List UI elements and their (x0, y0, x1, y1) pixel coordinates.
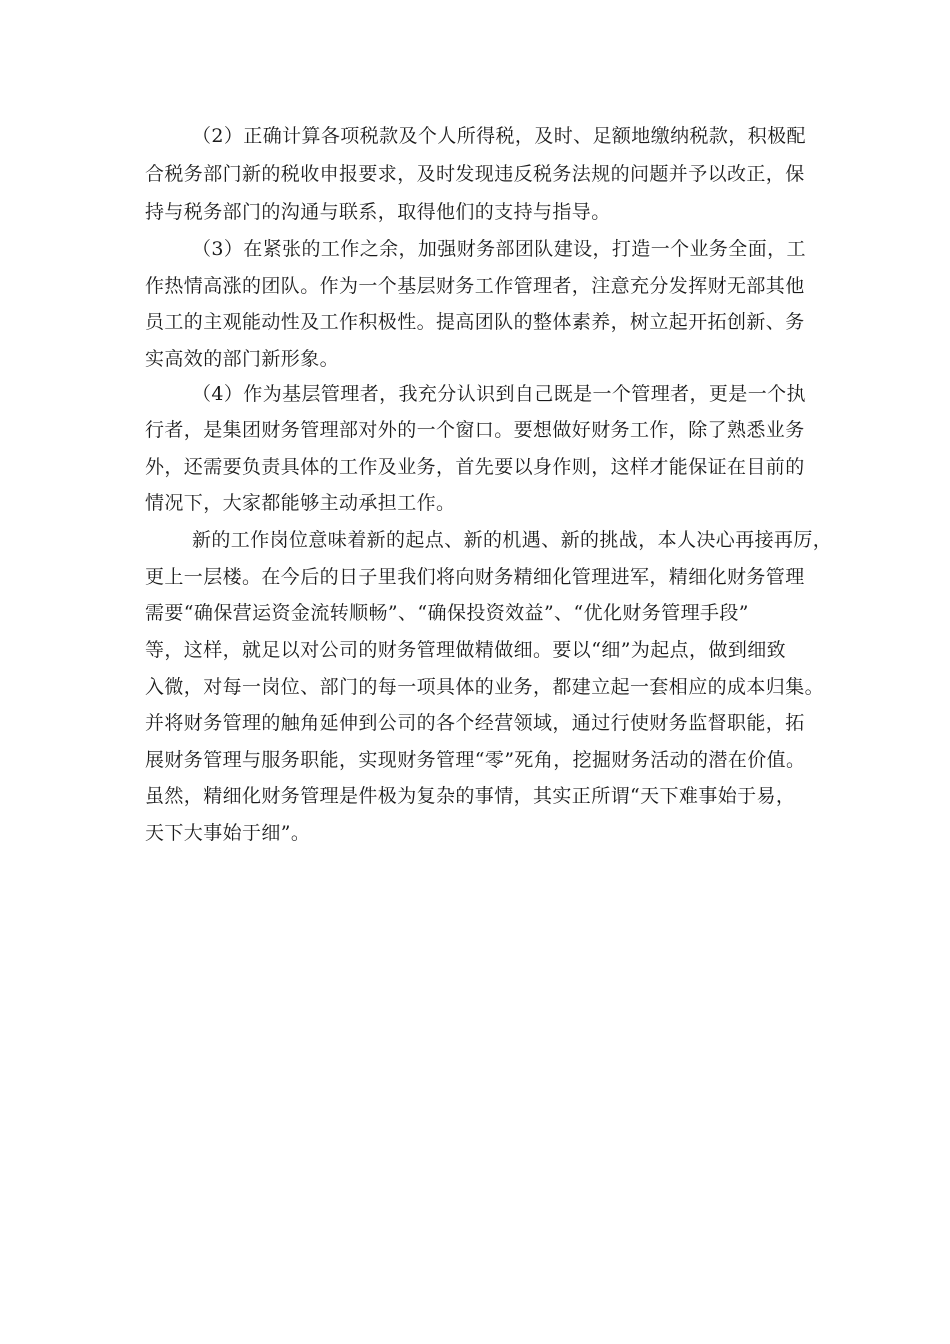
paragraph-3-line-1: （3）在紧张的工作之余，加强财务部团队建设，打造一个业务全面，工 (192, 238, 806, 260)
paragraph-5-line-8: 虽然，精细化财务管理是件极为复杂的事情，其实正所谓“天下难事始于易， (145, 785, 796, 807)
paragraph-5-line-7: 展财务管理与服务职能，实现财务管理“零”死角，挖掘财务活动的潜在价值。 (145, 749, 806, 771)
paragraph-4-line-3: 外，还需要负责具体的工作及业务，首先要以身作则，这样才能保证在目前的 (145, 456, 805, 478)
paragraph-5-line-3: 需要“确保营运资金流转顺畅”、“确保投资效益”、“优化财务管理手段” (145, 602, 749, 624)
paragraph-5-line-1: 新的工作岗位意味着新的起点、新的机遇、新的挑战，本人决心再接再厉， (192, 529, 833, 551)
paragraph-2-line-2: 合税务部门新的税收申报要求，及时发现违反税务法规的问题并予以改正，保 (145, 163, 805, 185)
paragraph-2-line-1: （2）正确计算各项税款及个人所得税，及时、足额地缴纳税款，积极配 (192, 125, 806, 147)
paragraph-4-line-1: （4）作为基层管理者，我充分认识到自己既是一个管理者，更是一个执 (192, 383, 806, 405)
paragraph-4-line-4: 情况下，大家都能够主动承担工作。 (145, 492, 456, 514)
paragraph-5-line-9: 天下大事始于细”。 (145, 822, 311, 844)
paragraph-5-line-5: 入微，对每一岗位、部门的每一项具体的业务，都建立起一套相应的成本归集。 (145, 676, 825, 698)
paragraph-3-line-2: 作热情高涨的团队。作为一个基层财务工作管理者，注意充分发挥财无部其他 (145, 275, 805, 297)
paragraph-3-line-3: 员工的主观能动性及工作积极性。提高团队的整体素养，树立起开拓创新、务 (145, 311, 805, 333)
paragraph-5-line-4: 等，这样，就足以对公司的财务管理做精做细。要以“细”为起点，做到细致 (145, 639, 787, 661)
paragraph-4-line-2: 行者，是集团财务管理部对外的一个窗口。要想做好财务工作，除了熟悉业务 (145, 419, 805, 441)
paragraph-3-line-4: 实高效的部门新形象。 (145, 348, 340, 370)
paragraph-5-line-2: 更上一层楼。在今后的日子里我们将向财务精细化管理进军，精细化财务管理 (145, 566, 805, 588)
paragraph-5-line-6: 并将财务管理的触角延伸到公司的各个经营领域，通过行使财务监督职能，拓 (145, 712, 805, 734)
paragraph-2-line-3: 持与税务部门的沟通与联系，取得他们的支持与指导。 (145, 201, 611, 223)
